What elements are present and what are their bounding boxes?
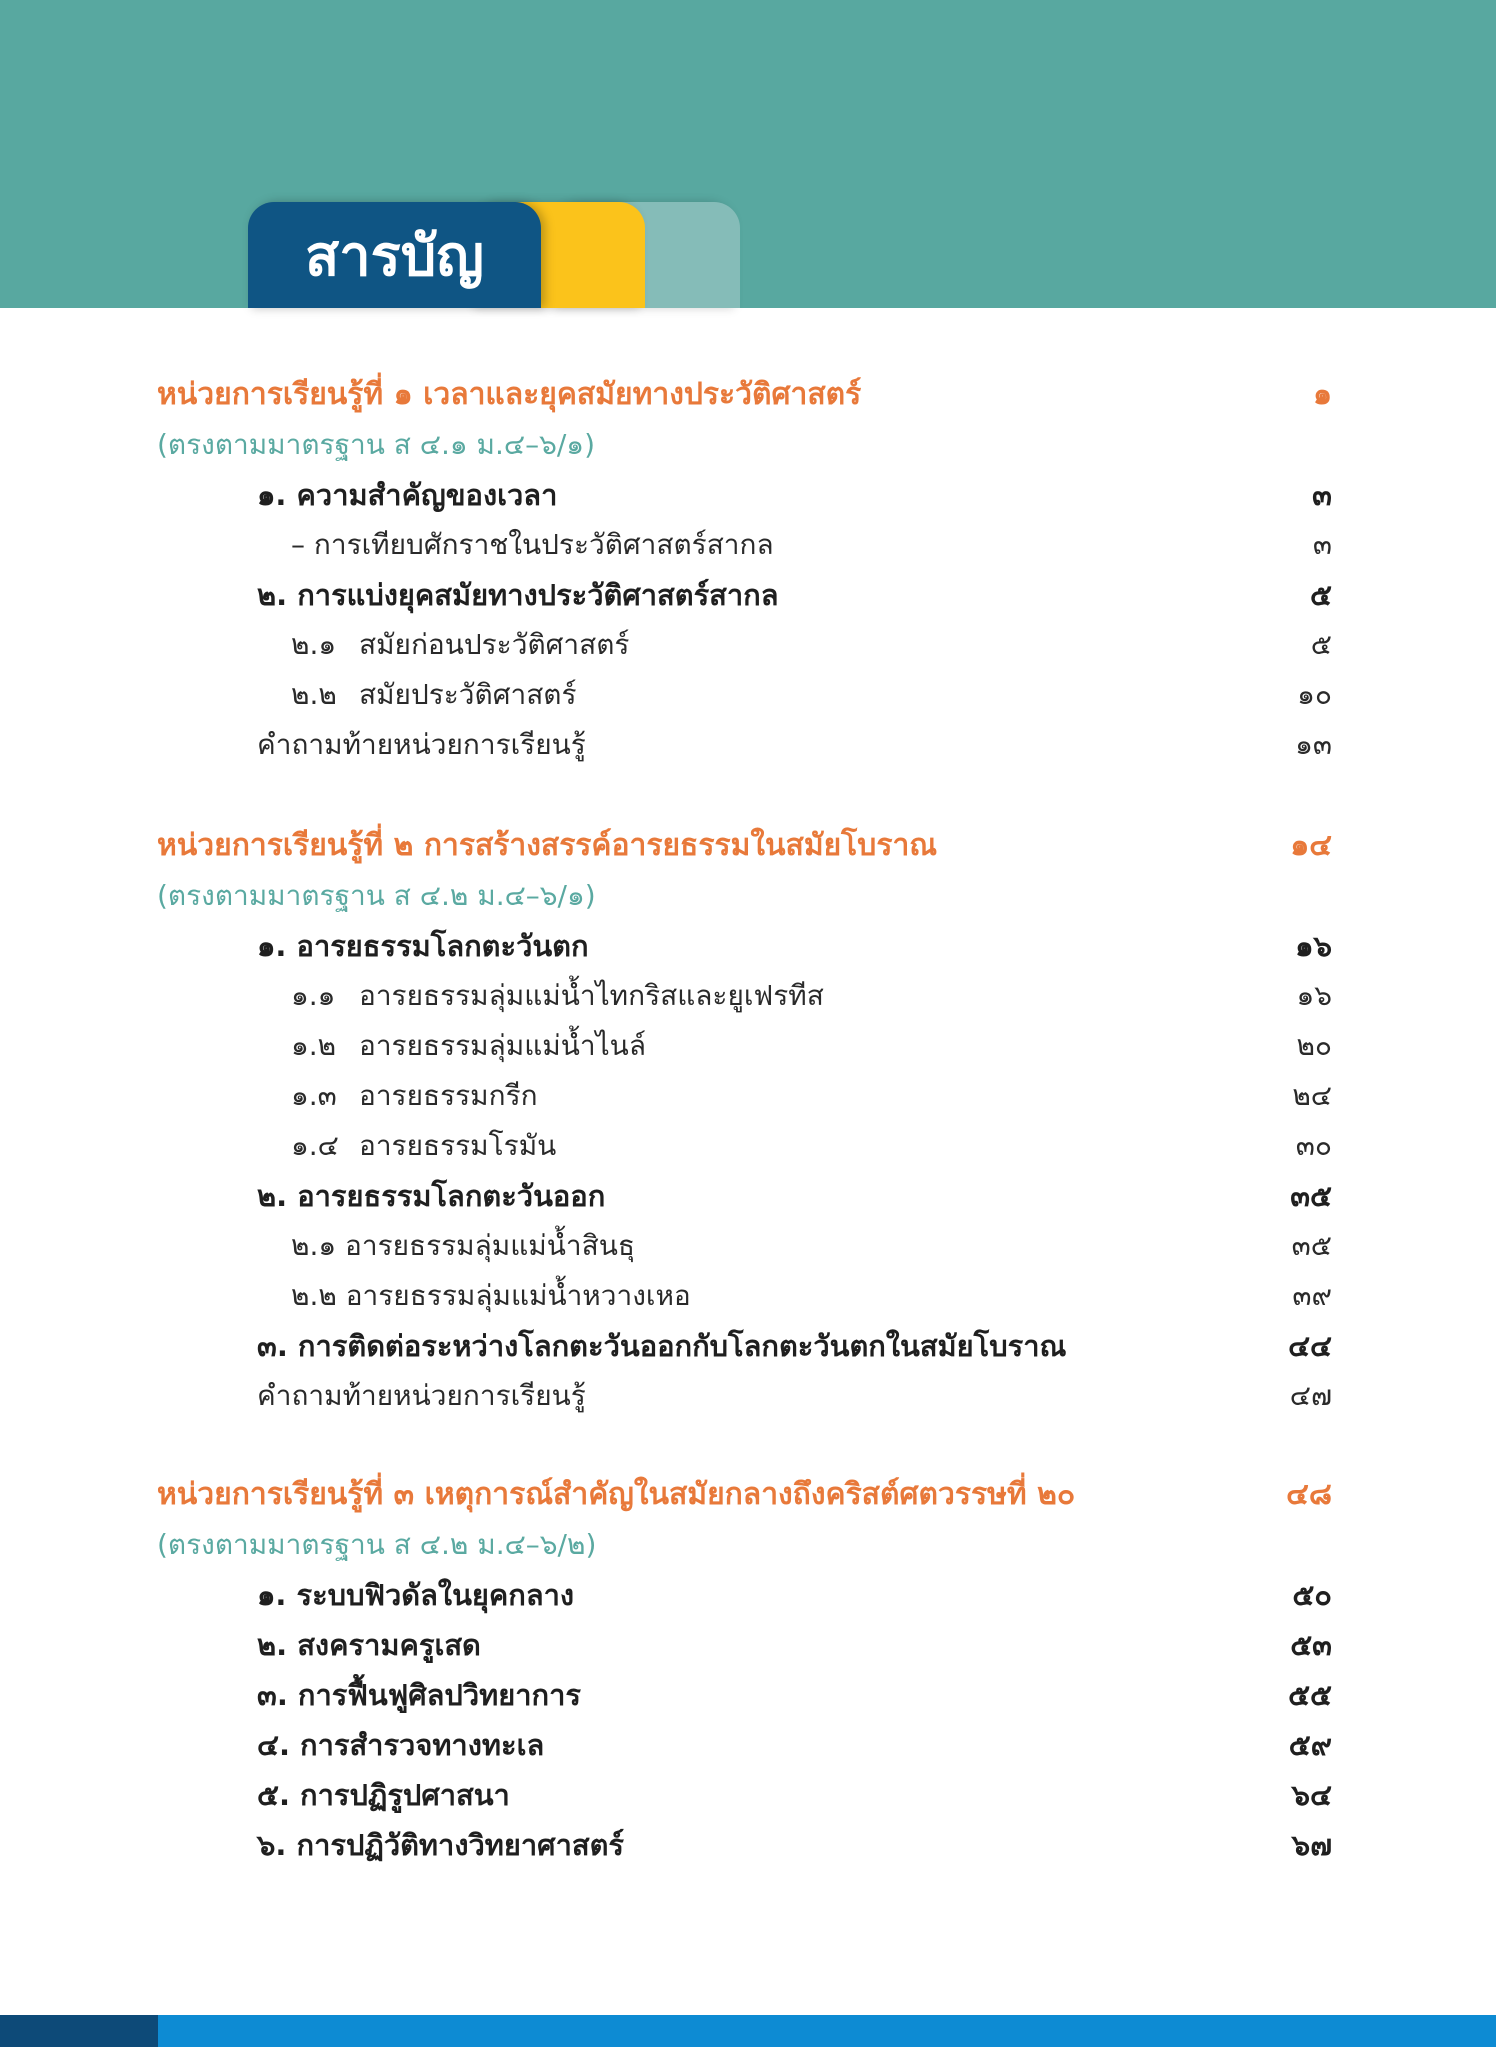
toc-entry-page: ๓๐ xyxy=(1295,1129,1332,1162)
toc-entry-label: ๓. การติดต่อระหว่างโลกตะวันออกกับโลกตะวันตกในสมัยโบราณ xyxy=(257,1329,1067,1363)
toc-entry-label: ๒. การแบ่งยุคสมัยทางประวัติศาสตร์สากล xyxy=(257,578,779,612)
toc-entry[interactable] xyxy=(0,1721,1496,1769)
toc-entry[interactable] xyxy=(0,1571,1496,1619)
toc-entry-page: ๔๔ xyxy=(1288,1329,1332,1363)
toc-entry[interactable] xyxy=(0,1022,1496,1070)
toc-entry-page: ๕๓ xyxy=(1290,1628,1332,1662)
unit-1-standard xyxy=(0,421,1496,469)
toc-entry-label: ๑. ระบบฟิวดัลในยุคกลาง xyxy=(257,1578,575,1612)
toc-entry-page: ๖๔ xyxy=(1291,1778,1332,1812)
toc-entry-label: ๒. อารยธรรมโลกตะวันออก xyxy=(257,1179,606,1213)
toc-entry[interactable] xyxy=(0,621,1496,669)
toc-entry-page: ๒๔ xyxy=(1292,1079,1332,1112)
toc-entry-label: ๒.๑ อารยธรรมลุ่มแม่น้ำสินธุ xyxy=(291,1229,635,1262)
toc-entry-label: สมัยประวัติศาสตร์ xyxy=(359,678,577,711)
toc-entry-page: ๕ xyxy=(1310,628,1332,661)
toc-entry-page: ๕๐ xyxy=(1292,1578,1332,1612)
toc-entry-page: ๒๐ xyxy=(1296,1029,1332,1062)
standard-text: (ตรงตามมาตรฐาน ส ๔.๒ ม.๔–๖/๑) xyxy=(157,879,596,912)
standard-text: (ตรงตามมาตรฐาน ส ๔.๑ ม.๔–๖/๑) xyxy=(157,428,596,461)
toc-entry[interactable] xyxy=(0,1072,1496,1120)
toc-entry-label: คำถามท้ายหน่วยการเรียนรู้ xyxy=(257,1379,586,1412)
toc-entry-number: ๑.๔ xyxy=(291,1129,339,1162)
header-tab-title xyxy=(248,202,541,308)
unit-title: หน่วยการเรียนรู้ที่ ๒ การสร้างสรรค์อารยธรรมในสมัยโบราณ xyxy=(157,828,938,863)
toc-entry[interactable] xyxy=(0,1322,1496,1370)
toc-entry-questions[interactable] xyxy=(0,721,1496,769)
toc-entry[interactable] xyxy=(0,571,1496,619)
toc-entry-number: ๑.๓ xyxy=(291,1079,337,1112)
toc-entry-label: สมัยก่อนประวัติศาสตร์ xyxy=(359,628,630,661)
toc-entry-page: ๔๗ xyxy=(1289,1379,1332,1412)
toc-entry-page: ๓๕ xyxy=(1291,1229,1332,1262)
unit-page: ๑๔ xyxy=(1290,828,1332,863)
toc-entry-page: ๖๗ xyxy=(1291,1828,1332,1862)
toc-entry-number: ๒.๑ xyxy=(291,628,337,661)
toc-entry-page: ๕๙ xyxy=(1288,1728,1332,1762)
toc-entry-page: ๑๓ xyxy=(1295,728,1332,761)
toc-entry[interactable] xyxy=(0,1272,1496,1320)
footer-band-dark xyxy=(0,2015,158,2047)
unit-2-heading[interactable] xyxy=(0,822,1496,870)
toc-entry-number: ๑.๒ xyxy=(291,1029,337,1062)
toc-entry-label: อารยธรรมลุ่มแม่น้ำไนล์ xyxy=(359,1029,646,1062)
toc-entry[interactable] xyxy=(0,972,1496,1020)
toc-entry-page: ๑๐ xyxy=(1297,678,1332,711)
toc-entry-page: ๓ xyxy=(1312,528,1332,561)
toc-entry[interactable] xyxy=(0,922,1496,970)
toc-entry-page: ๓๕ xyxy=(1290,1179,1332,1213)
toc-entry-label: ๒.๒ อารยธรรมลุ่มแม่น้ำหวางเหอ xyxy=(291,1279,691,1312)
page-title: สารบัญ xyxy=(305,224,484,289)
toc-entry-label: ๔. การสำรวจทางทะเล xyxy=(257,1728,545,1762)
header-band xyxy=(0,0,1496,308)
toc-entry-questions[interactable] xyxy=(0,1372,1496,1420)
unit-1-heading[interactable] xyxy=(0,371,1496,419)
toc-entry-page: ๑๖ xyxy=(1296,979,1332,1012)
toc-entry-label: ๒. สงครามครูเสด xyxy=(257,1628,481,1662)
toc-entry-label: ๖. การปฏิวัติทางวิทยาศาสตร์ xyxy=(257,1828,624,1862)
unit-title: หน่วยการเรียนรู้ที่ ๑ เวลาและยุคสมัยทางประวัติศาสตร์ xyxy=(157,377,862,412)
toc-entry-label: อารยธรรมโรมัน xyxy=(359,1129,557,1162)
toc-entry[interactable] xyxy=(0,1621,1496,1669)
toc-entry[interactable] xyxy=(0,1771,1496,1819)
toc-entry[interactable] xyxy=(0,1222,1496,1270)
toc-entry-number: ๑.๑ xyxy=(291,979,336,1012)
toc-entry-label: อารยธรรมลุ่มแม่น้ำไทกริสและยูเฟรทีส xyxy=(359,979,824,1012)
standard-text: (ตรงตามมาตรฐาน ส ๔.๒ ม.๔–๖/๒) xyxy=(157,1528,597,1561)
unit-2-standard xyxy=(0,872,1496,920)
toc-entry[interactable] xyxy=(0,1821,1496,1869)
toc-entry[interactable] xyxy=(0,1671,1496,1719)
toc-entry-label: อารยธรรมกรีก xyxy=(359,1079,538,1112)
toc-entry-page: ๓ xyxy=(1312,478,1332,512)
toc-entry[interactable] xyxy=(0,1122,1496,1170)
toc-entry-label: ๑. ความสำคัญของเวลา xyxy=(257,478,558,512)
unit-title: หน่วยการเรียนรู้ที่ ๓ เหตุการณ์สำคัญในสมัยกลางถึงคริสต์ศตวรรษที่ ๒๐ xyxy=(157,1477,1076,1512)
toc-entry[interactable] xyxy=(0,671,1496,719)
toc-entry-label: คำถามท้ายหน่วยการเรียนรู้ xyxy=(257,728,586,761)
toc-entry-number: ๒.๒ xyxy=(291,678,337,711)
unit-page: ๑ xyxy=(1312,377,1332,412)
toc-entry-label: – การเทียบศักราชในประวัติศาสตร์สากล xyxy=(291,528,774,561)
toc-entry-label: ๓. การฟื้นฟูศิลปวิทยาการ xyxy=(257,1678,581,1712)
toc-entry-page: ๕๕ xyxy=(1288,1678,1332,1712)
toc-entry[interactable] xyxy=(0,521,1496,569)
footer-band-blue xyxy=(158,2015,1496,2047)
toc-entry-page: ๓๙ xyxy=(1292,1279,1332,1312)
unit-3-heading[interactable] xyxy=(0,1471,1496,1519)
toc-entry-label: ๑. อารยธรรมโลกตะวันตก xyxy=(257,929,589,963)
toc-entry[interactable] xyxy=(0,1172,1496,1220)
toc-entry[interactable] xyxy=(0,471,1496,519)
unit-3-standard xyxy=(0,1521,1496,1569)
unit-page: ๔๘ xyxy=(1286,1477,1332,1512)
toc-entry-page: ๕ xyxy=(1310,578,1332,612)
toc-entry-page: ๑๖ xyxy=(1295,929,1332,963)
toc-entry-label: ๕. การปฏิรูปศาสนา xyxy=(257,1778,510,1812)
